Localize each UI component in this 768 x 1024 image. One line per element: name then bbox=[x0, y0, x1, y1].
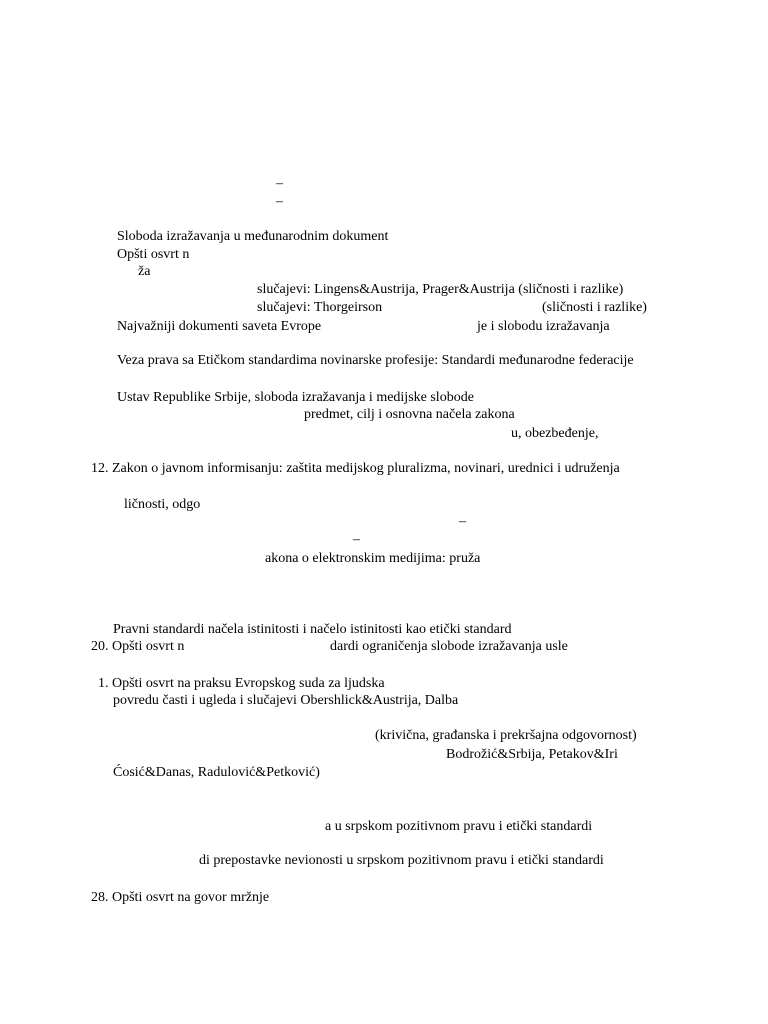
text-line: Veza prava sa Etičkom standardima novinarske profesije: Standardi međunarodne federacije bbox=[117, 353, 634, 368]
text-line: ža bbox=[138, 264, 151, 279]
list-item: 1. Opšti osvrt na praksu Evropskog suda za ljudska bbox=[98, 676, 385, 691]
text-line: Ćosić&Danas, Radulović&Petković) bbox=[113, 765, 320, 780]
text-line: slučajevi: Thorgeirson bbox=[257, 300, 383, 315]
text-line: (sličnosti i razlike) bbox=[542, 300, 647, 315]
text-line: di prepostavke nevionosti u srpskom pozitivnom pravu i etički standardi bbox=[199, 853, 604, 868]
text-line: predmet, cilj i osnovna načela zakona bbox=[304, 407, 515, 422]
text-line: Opšti osvrt n bbox=[117, 247, 190, 262]
dash-mark: – bbox=[353, 532, 360, 547]
text-line: akona o elektronskim medijima: pruža bbox=[265, 551, 481, 566]
list-item: 12. Zakon o javnom informisanju: zaštita medijskog pluralizma, novinari, urednici i udruženja bbox=[91, 461, 620, 476]
dash-mark: – bbox=[276, 194, 283, 209]
text-line: Ustav Republike Srbije, sloboda izražavanja i medijske slobode bbox=[117, 390, 474, 405]
dash-mark: – bbox=[276, 176, 283, 191]
text-line: a u srpskom pozitivnom pravu i etički standardi bbox=[325, 819, 593, 834]
list-item: 28. Opšti osvrt na govor mržnje bbox=[91, 890, 270, 905]
text-line: u, obezbeđenje, bbox=[511, 426, 599, 441]
text-line: dardi ograničenja slobode izražavanja usle bbox=[330, 639, 568, 654]
dash-mark: – bbox=[459, 514, 466, 529]
text-line: je i slobodu izražavanja bbox=[477, 319, 610, 334]
text-line: povredu časti i ugleda i slučajevi Obershlick&Austrija, Dalba bbox=[113, 693, 459, 708]
text-line: slučajevi: Lingens&Austrija, Prager&Austrija (sličnosti i razlike) bbox=[257, 282, 624, 297]
text-line: Sloboda izražavanja u međunarodnim dokument bbox=[117, 229, 389, 244]
list-item: 20. Opšti osvrt n bbox=[91, 639, 185, 654]
text-line: Pravni standardi načela istinitosti i načelo istinitosti kao etički standard bbox=[113, 622, 512, 637]
text-line: (krivična, građanska i prekršajna odgovornost) bbox=[375, 728, 637, 743]
text-line: Bodrožić&Srbija, Petakov&Iri bbox=[446, 747, 618, 762]
text-line: ličnosti, odgo bbox=[124, 497, 201, 512]
text-line: Najvažniji dokumenti saveta Evrope bbox=[117, 319, 322, 334]
